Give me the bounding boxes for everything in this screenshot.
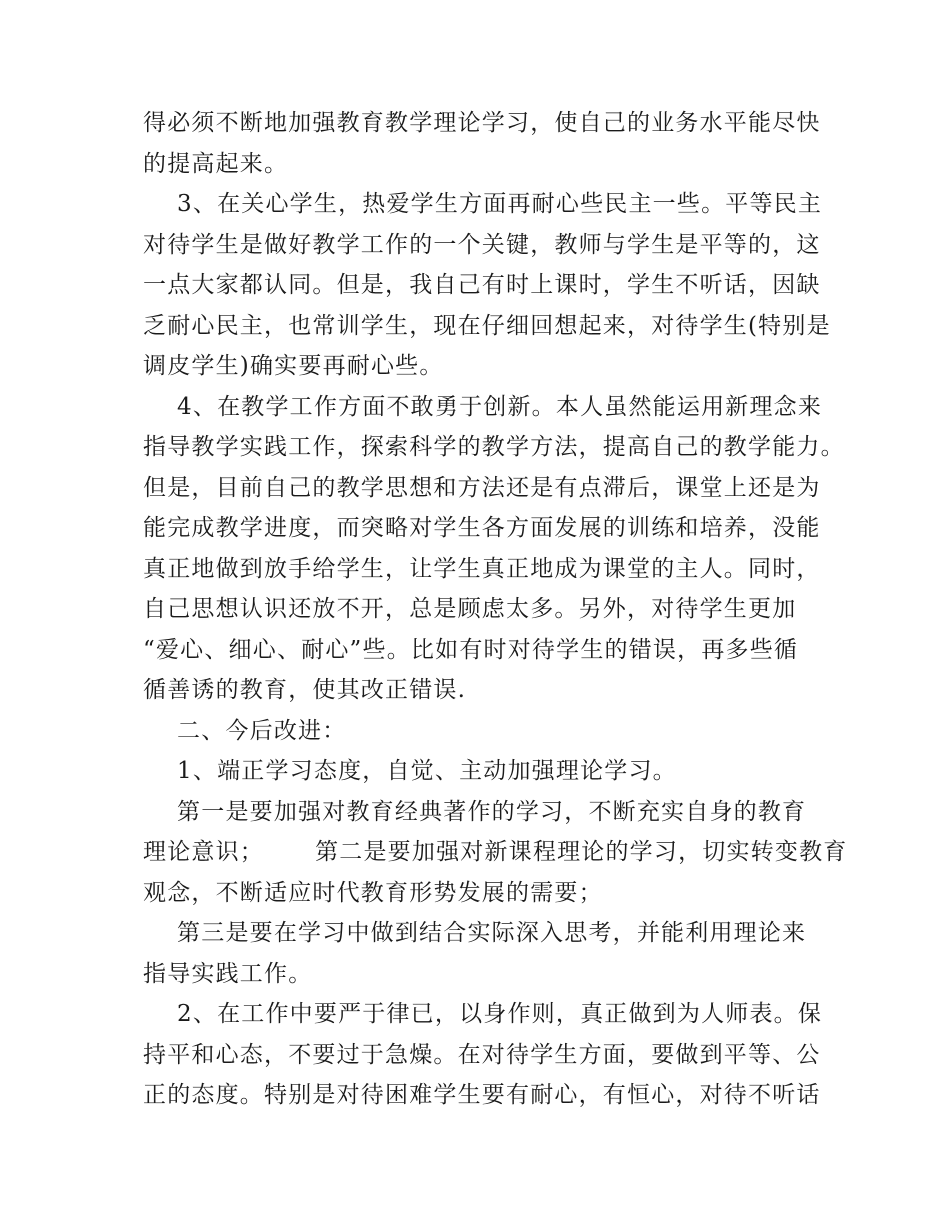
text-line: 4、在教学工作方面不敢勇于创新。本人虽然能运用新理念来 — [143, 393, 823, 420]
text-line: 指导实践工作。 — [143, 960, 313, 987]
text-line: 但是，目前自己的教学思想和方法还是有点滞后，课堂上还是为 — [143, 474, 821, 501]
text-line: 观念，不断适应时代教育形势发展的需要； — [143, 879, 603, 906]
text-line: 得必须不断地加强教育教学理论学习，使自己的业务水平能尽快 — [143, 110, 821, 136]
text-line: “爱心、细心、耐心”些。比如有时对待学生的错误，再多些循 — [143, 636, 799, 663]
text-line: 2、在工作中要严于律已，以身作则，真正做到为人师表。保 — [143, 1001, 823, 1027]
text-line: 自己思想认识还放不开，总是顾虑太多。另外，对待学生更加 — [143, 596, 797, 622]
text-line: 第三是要在学习中做到结合实际深入思考，并能利用理论来 — [143, 920, 807, 946]
text-line: 指导教学实践工作，探索科学的教学方法，提高自己的教学能力。 — [143, 434, 845, 460]
document-body — [143, 103, 848, 1116]
text-line: 的提高起来。 — [143, 150, 289, 177]
text-line: 正的态度。特别是对待困难学生要有耐心，有恒心，对待不听话 — [143, 1082, 821, 1108]
text-line: 理论意识； 第二是要加强对新课程理论的学习，切实转变教育 — [143, 839, 848, 865]
text-line: 3、在关心学生，热爱学生方面再耐心些民主一些。平等民主 — [143, 191, 823, 217]
text-line: 二、今后改进： — [143, 717, 347, 744]
text-line: 调皮学生)确实要再耐心些。 — [143, 353, 444, 379]
text-line: 持平和心态，不要过于急燥。在对待学生方面，要做到平等、公 — [143, 1041, 821, 1068]
text-line: 第一是要加强对教育经典著作的学习，不断充实自身的教育 — [143, 798, 807, 825]
text-line: 循善诱的教育，使其改正错误. — [143, 677, 467, 703]
text-line: 真正地做到放手给学生，让学生真正地成为课堂的主人。同时， — [143, 555, 821, 582]
text-line: 能完成教学进度，而突略对学生各方面发展的训练和培养，没能 — [143, 515, 821, 541]
text-line: 1、端正学习态度，自觉、主动加强理论学习。 — [143, 758, 677, 784]
text-line: 对待学生是做好教学工作的一个关键，教师与学生是平等的，这 — [143, 231, 821, 258]
text-line: 乏耐心民主，也常训学生，现在仔细回想起来，对待学生(特别是 — [143, 312, 831, 339]
text-line: 一点大家都认同。但是，我自己有时上课时，学生不听话，因缺 — [143, 272, 821, 298]
